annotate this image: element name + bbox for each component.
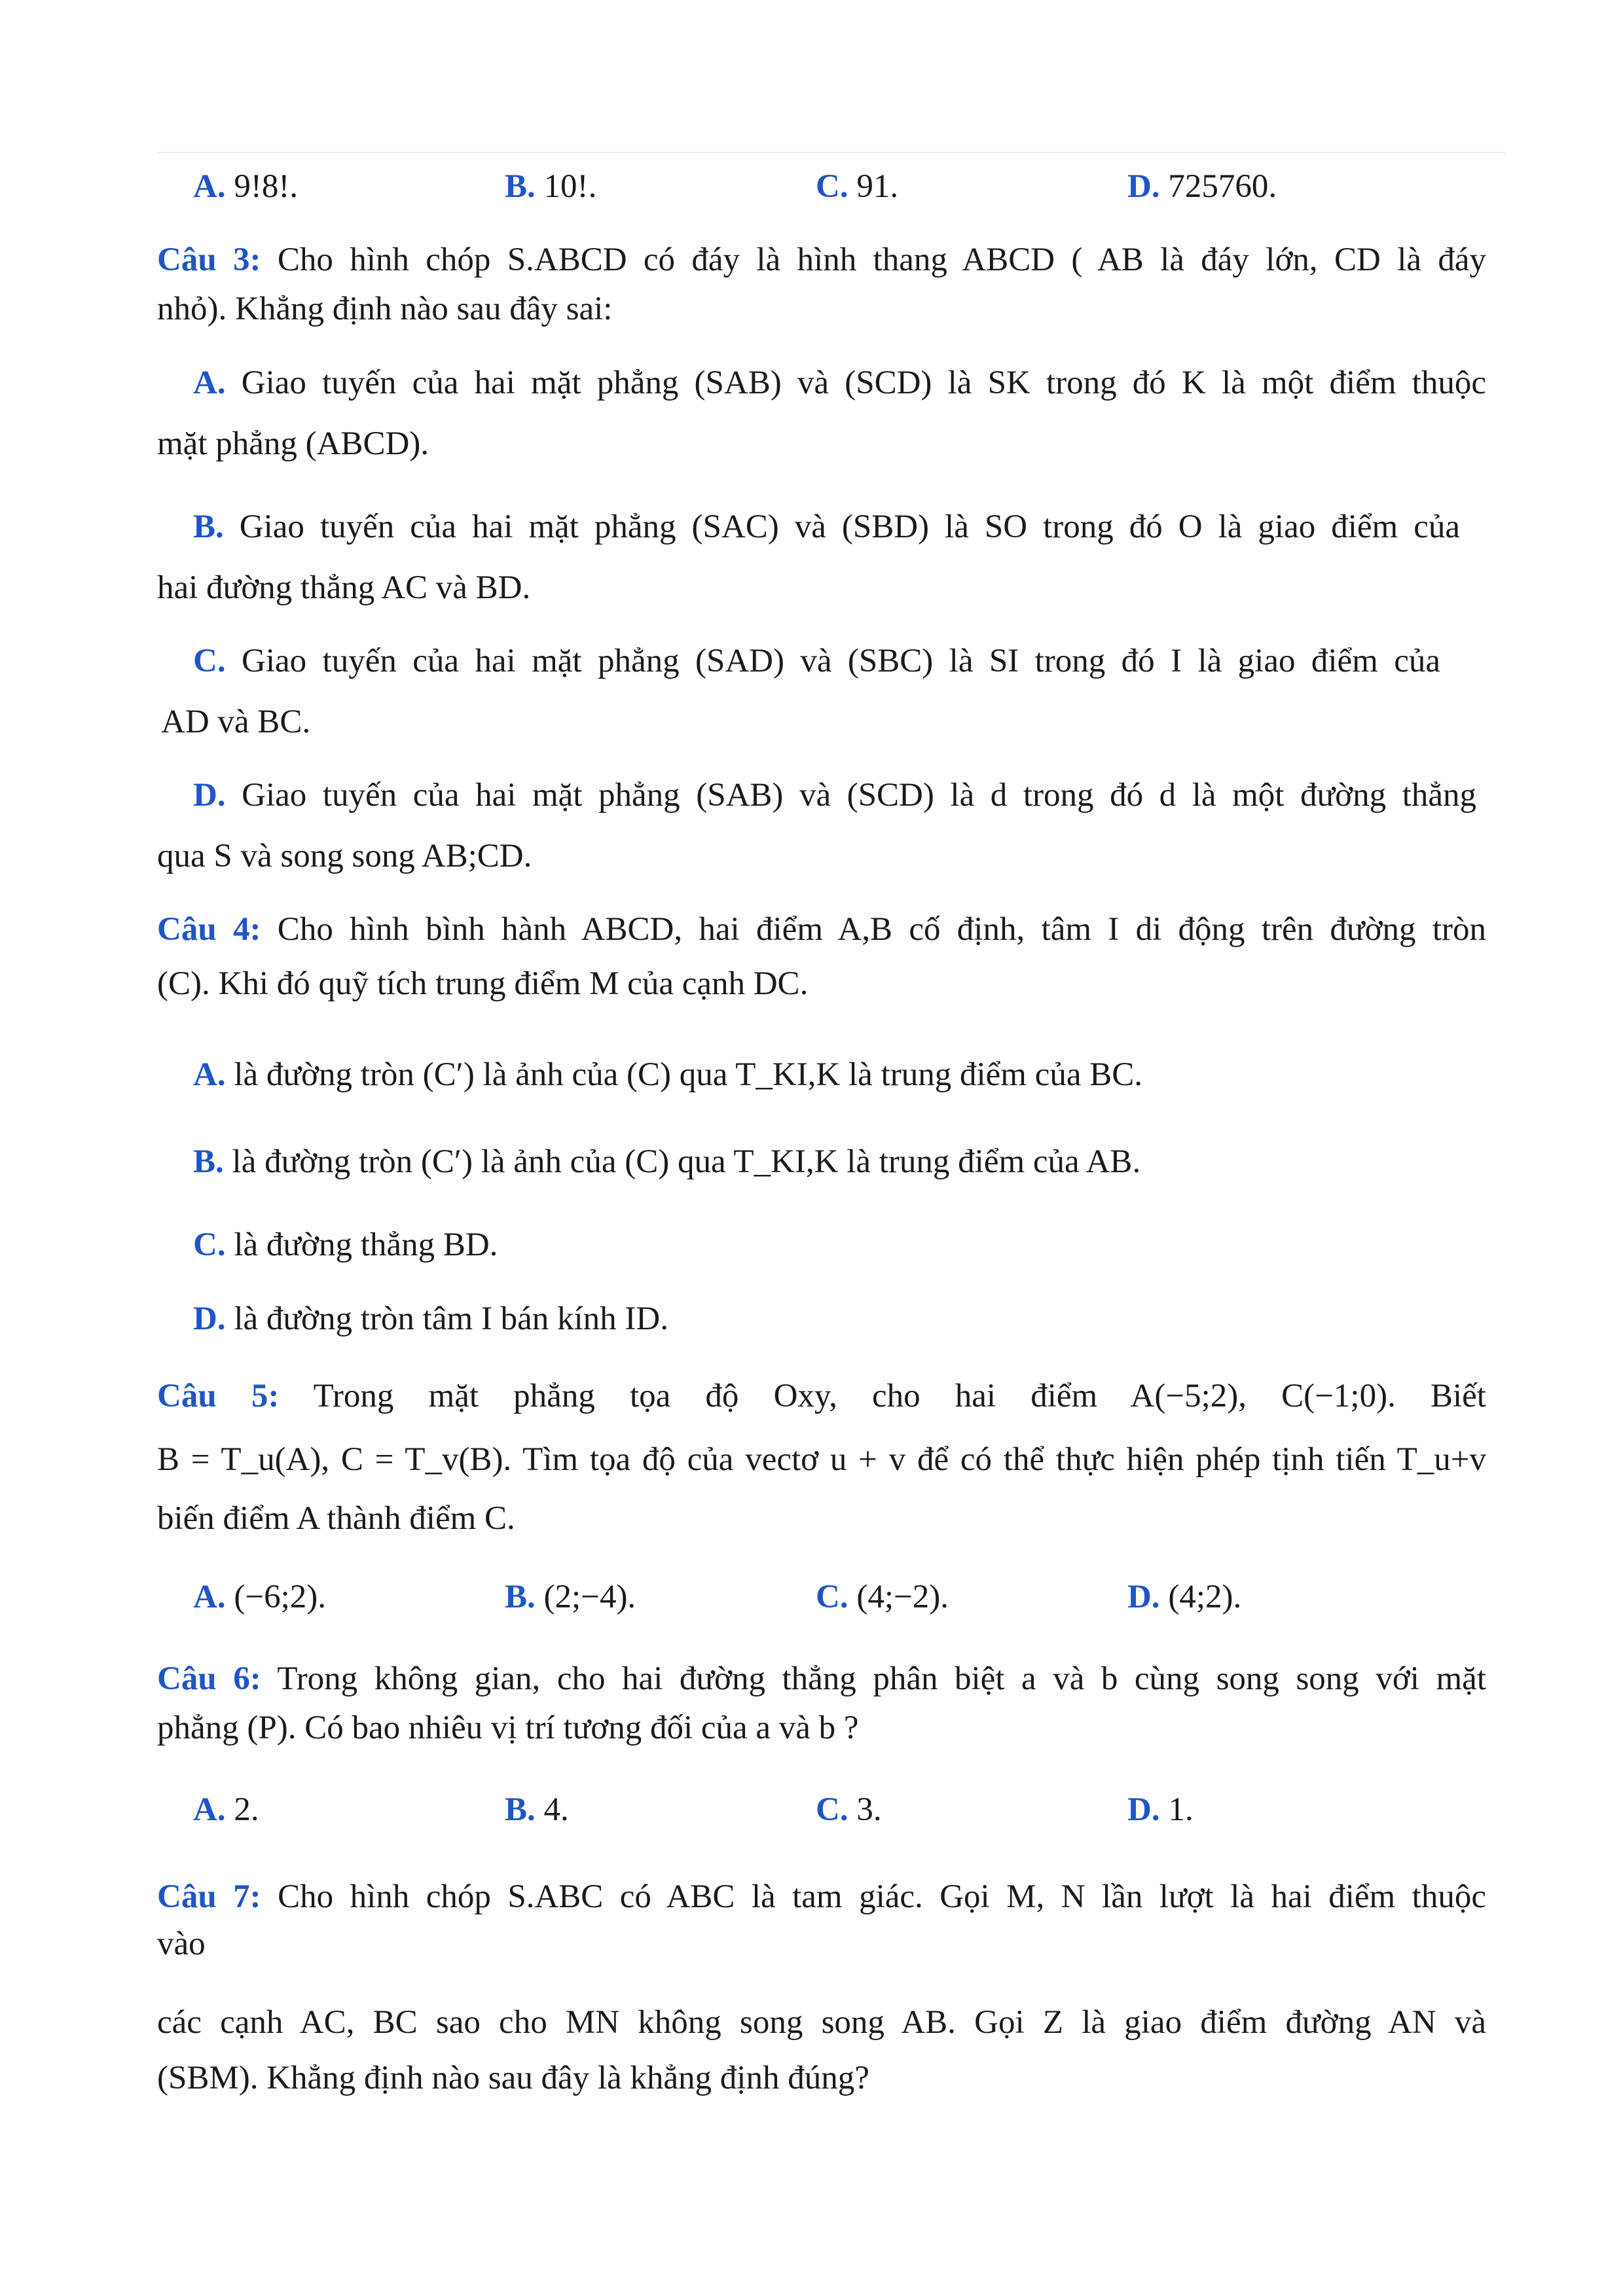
q2-option-a[interactable]: A. 9!8!. (193, 168, 299, 205)
q5-option-d[interactable]: D. (4;2). (1127, 1579, 1242, 1615)
q4-stem-line-1: Câu 4: Cho hình bình hành ABCD, hai điểm A,B cố định, tâm I di động trên đường tròn (157, 911, 1486, 948)
q6-stem-line-1: Câu 6: Trong không gian, cho hai đường thẳng phân biệt a và b cùng song song với mặt (157, 1660, 1486, 1697)
q3-option-b-line-2: hai đường thẳng AC và BD. (157, 569, 531, 606)
q2-option-c[interactable]: C. 91. (816, 168, 899, 205)
q3-option-d-line-1[interactable]: D. Giao tuyến của hai mặt phẳng (SAB) và (SCD) là d trong đó d là một đường thẳng (193, 777, 1476, 814)
q3-option-c-line-1[interactable]: C. Giao tuyến của hai mặt phẳng (SAD) và (SBC) là SI trong đó I là giao điểm của (193, 643, 1441, 679)
q4-stem-line-2: (C). Khi đó quỹ tích trung điểm M của cạnh DC. (157, 965, 809, 1002)
q7-stem-line-1: Câu 7: Cho hình chóp S.ABC có ABC là tam giác. Gọi M, N lần lượt là hai điểm thuộc (157, 1878, 1486, 1915)
q4-option-b[interactable]: B. là đường tròn (C′) là ảnh của (C) qua T_KI,K là trung điểm của AB. (193, 1143, 1141, 1180)
q6-option-d[interactable]: D. 1. (1127, 1791, 1194, 1828)
q4-option-c[interactable]: C. là đường thẳng BD. (193, 1227, 498, 1263)
q7-stem-line-2: vào (157, 1926, 206, 1962)
q6-stem-line-2: phẳng (P). Có bao nhiêu vị trí tương đối của a và b ? (157, 1710, 859, 1746)
q3-option-a-line-1[interactable]: A. Giao tuyến của hai mặt phẳng (SAB) và (SCD) là SK trong đó K là một điểm thuộc (193, 365, 1486, 401)
q2-option-d[interactable]: D. 725760. (1127, 168, 1277, 205)
q7-stem-line-4: (SBM). Khẳng định nào sau đây là khẳng định đúng? (157, 2060, 869, 2096)
q3-stem-line-1: Câu 3: Cho hình chóp S.ABCD có đáy là hình thang ABCD ( AB là đáy lớn, CD là đáy (157, 242, 1487, 278)
q5-option-b[interactable]: B. (2;−4). (505, 1579, 636, 1615)
q6-option-c[interactable]: C. 3. (816, 1791, 882, 1828)
q5-stem-line-3: biến điểm A thành điểm C. (157, 1500, 515, 1537)
header-rule (157, 152, 1506, 153)
q3-option-a-line-2: mặt phẳng (ABCD). (157, 425, 429, 462)
q6-option-a[interactable]: A. 2. (193, 1791, 259, 1828)
q3-option-d-line-2: qua S và song song AB;CD. (157, 838, 532, 874)
q4-option-d[interactable]: D. là đường tròn tâm I bán kính ID. (193, 1300, 668, 1337)
q7-stem-line-3: các cạnh AC, BC sao cho MN không song song AB. Gọi Z là giao điểm đường AN và (157, 2004, 1486, 2041)
q5-option-a[interactable]: A. (−6;2). (193, 1579, 326, 1615)
q3-option-c-line-2: AD và BC. (161, 704, 311, 740)
q5-stem-line-1: Câu 5: Trong mặt phẳng tọa độ Oxy, cho hai điểm A(−5;2), C(−1;0). Biết (157, 1378, 1486, 1414)
q2-option-b[interactable]: B. 10!. (505, 168, 597, 205)
q6-option-b[interactable]: B. 4. (505, 1791, 569, 1828)
q3-option-b-line-1[interactable]: B. Giao tuyến của hai mặt phẳng (SAC) và (SBD) là SO trong đó O là giao điểm của (193, 509, 1460, 545)
q5-stem-line-2: B = T_u(A), C = T_v(B). Tìm tọa độ của vectơ u + v để có thể thực hiện phép tịnh tiến T_u+v (157, 1441, 1486, 1478)
q4-option-a[interactable]: A. là đường tròn (C′) là ảnh của (C) qua T_KI,K là trung điểm của BC. (193, 1056, 1143, 1093)
q5-option-c[interactable]: C. (4;−2). (816, 1579, 949, 1615)
q3-stem-line-2: nhỏ). Khẳng định nào sau đây sai: (157, 291, 613, 327)
